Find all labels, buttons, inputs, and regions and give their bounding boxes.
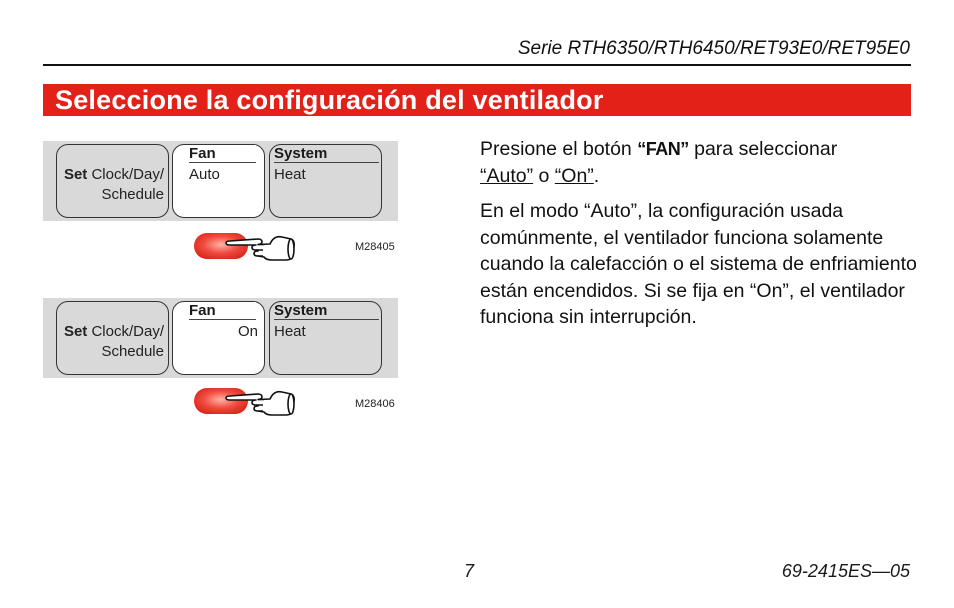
paragraph-explanation: En el modo “Auto”, la configuración usada comúnmente, el ventilador funciona solamente cuando la calefacción o el sistema de enfriamiento están encendidos. Si se fija en “On”, el ventilador funciona sin interrupción. <box>480 200 917 328</box>
p1-text-b: para seleccionar <box>688 138 838 160</box>
fan-button-press-1[interactable] <box>192 229 302 263</box>
fan-button-icon <box>194 233 248 259</box>
section-title: Seleccione la configuración del ventilador <box>55 85 604 115</box>
system-label: System <box>274 145 379 163</box>
fan-card <box>172 144 265 218</box>
auto-option: “Auto” <box>480 164 534 187</box>
schedule-text: Schedule <box>101 343 164 360</box>
on-option: “On” <box>554 164 594 187</box>
set-word: Set <box>63 166 88 183</box>
page-number: 7 <box>464 561 475 581</box>
fan-card <box>172 301 265 375</box>
p1-end: . <box>593 164 600 187</box>
set-word: Set <box>63 323 88 340</box>
header-rule <box>43 64 911 66</box>
series-header: Serie RTH6350/RTH6450/RET93E0/RET95E0 <box>517 38 910 59</box>
p1-text-a: Presione el botón <box>480 138 638 160</box>
fan-value: Auto <box>189 166 220 183</box>
set-clock-label <box>64 322 164 362</box>
fan-button-press-2[interactable] <box>192 384 302 418</box>
fan-label: Fan <box>189 302 256 320</box>
section-title-bar <box>43 84 911 116</box>
fan-label: Fan <box>189 145 256 163</box>
p1-or: o <box>533 164 555 187</box>
set-clock-card <box>56 144 169 218</box>
instructions-text <box>480 136 920 340</box>
system-card <box>269 144 382 218</box>
clock-day-text: Clock/Day/ <box>91 166 164 183</box>
figure-code-2: M28406 <box>355 398 395 410</box>
schedule-text: Schedule <box>101 186 164 203</box>
document-code: 69-2415ES—05 <box>781 561 910 581</box>
thermostat-display-auto <box>43 141 398 221</box>
clock-day-text: Clock/Day/ <box>91 323 164 340</box>
system-card <box>269 301 382 375</box>
set-clock-label <box>64 165 164 205</box>
fan-button-icon <box>194 388 248 414</box>
system-value: Heat <box>274 323 306 340</box>
system-label: System <box>274 302 379 320</box>
fan-value: On <box>237 323 258 340</box>
fan-keyword: “FAN” <box>637 139 689 159</box>
figure-code-1: M28405 <box>355 241 395 253</box>
set-clock-card <box>56 301 169 375</box>
paragraph-select <box>480 136 920 189</box>
thermostat-display-on <box>43 298 398 378</box>
system-value: Heat <box>274 166 306 183</box>
